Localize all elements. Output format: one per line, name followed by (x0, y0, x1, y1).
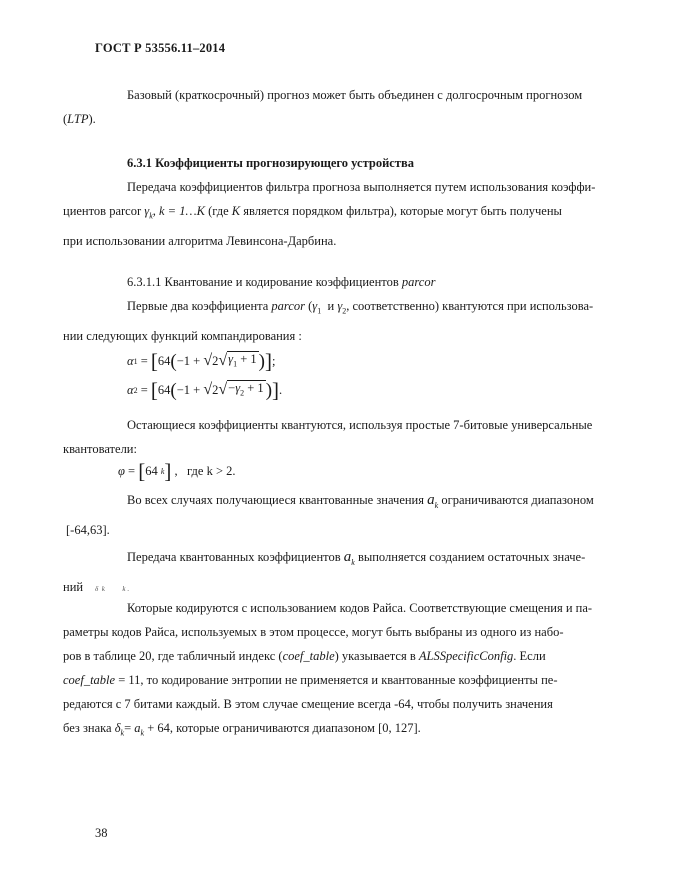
paragraph-text: Остающиеся коэффициенты квантуются, используя простые 7-битовые универсальные (127, 418, 593, 432)
formula-condition: где k > 2. (187, 463, 236, 478)
paragraph-range: Во всех случаях получающиеся квантованные значения $a_k$ ограничиваются диапазоном [-64,63]. (66, 492, 594, 537)
subsection-text: 6.3.1.1 Квантование и кодирование коэффициентов (127, 275, 402, 289)
paragraph-text: редаются с 7 битами каждый. В этом случае смещение всегда -64, чтобы получить значения (63, 697, 553, 711)
paragraph-text: ний (63, 580, 84, 594)
paragraph-text: ) указывается в (334, 649, 419, 663)
coef-table-term: coef_table (282, 649, 335, 663)
formula-tail: ; (271, 353, 276, 368)
paragraph-text: , (152, 204, 159, 218)
formula-const: 64 (157, 353, 171, 368)
paragraph-text: + 64, которые ограничиваются диапазоном [0, 127]. (144, 721, 421, 735)
paragraph-text: соответственно) квантуются при использова- (349, 299, 594, 313)
formula-tail: . (279, 382, 283, 397)
paragraph-text: нии следующих функций компандирования : (63, 328, 302, 343)
residual-formula-glyphs: δ k k . (94, 585, 129, 593)
page-number: 38 (95, 826, 108, 840)
paragraph-text: Которые кодируются с использованием кодов Райса. Соответствующие смещения и па- (127, 601, 593, 615)
formula-const: 64 (157, 382, 171, 397)
paragraph-text: квантователи: (63, 442, 137, 456)
section-title: 6.3.1 Коэффициенты прогнозирующего устройства (127, 156, 414, 170)
subsection-italic: parcor (401, 275, 436, 289)
formula-const: 64 (145, 463, 158, 478)
formula-alpha-2: α 2 = [ 64 ( −1 + √ 2 √ $-\gamma_2 + 1$ ) ] . (127, 377, 283, 402)
paragraph-rice-codes: Которые кодируются с использованием кодов Райса. Соответствующие смещения и па- раметры кодов Райса, используемых в этом процессе, могут быть выбраны из одного из набо- ров в таблице 20, где табличный индекс (coef_table) указывается в ALSSpecificConfig. Если coef_table = 11, то кодирование энтропии не применяется и квантованные коэффициенты пе- редаются с 7 битами каждый. В этом случае смещение всегда -64, чтобы получить значения без знака $\delta_k= a_k + 64$, которые ограничиваются диапазоном [0, 127]. (63, 601, 593, 738)
paragraph-text: (где (204, 204, 232, 218)
paragraph-text: раметры кодов Райса, используемых в этом процессе, могут быть выбраны из одного из набо- (63, 625, 564, 639)
paragraph-text: Базовый (краткосрочный) прогноз может быть объединен с долгосрочным прогнозом (127, 88, 583, 102)
paragraph-residuals: Передача квантованных коэффициентов $a_k$ выполняется созданием остаточных значе- ний δ k k . (63, 549, 586, 594)
formula-term: + 1 (240, 351, 257, 366)
paragraph-text: = 11, то кодирование энтропии не применяется и квантованные коэффициенты пе- (115, 673, 558, 687)
formula-term: −1 + (176, 382, 201, 397)
paragraph-text: Во всех случаях получающиеся квантованные значения (127, 493, 428, 507)
paragraph-first-two: Первые два коэффициента parcor ($\gamma_1$ и $\gamma_2$, соответственно) квантуются при использова- нии следующих функций компандирования : (63, 299, 594, 343)
paragraph-text: ограничиваются диапазоном (438, 493, 594, 507)
paragraph-text: циентов parcor (63, 204, 145, 218)
coef-table-term: coef_table (63, 673, 116, 687)
formula-term: + 1 (247, 380, 264, 395)
standard-header: ГОСТ Р 53556.11–2014 (95, 41, 226, 55)
paragraph-text: Передача коэффициентов фильтра прогноза выполняется путем использования коэффи- (127, 180, 596, 194)
formula-two: 2 (212, 382, 219, 397)
subsection-title (127, 275, 435, 290)
paragraph-text: Передача квантованных коэффициентов (127, 550, 344, 564)
ltp-abbr: LTP (67, 112, 89, 126)
formula-two: 2 (212, 353, 219, 368)
formula-alpha-1: α 1 = [ 64 ( −1 + √ 2 √ $\gamma_1 + 1$ ) ] ; (127, 348, 276, 373)
paragraph-text: = (124, 721, 135, 735)
filter-order-symbol: K (231, 204, 241, 218)
paragraph-coefficients: Передача коэффициентов фильтра прогноза выполняется путем использования коэффи- циентов parcor $\gamma_k$, k = 1…K (где K является порядком фильтра), которые могут быть получены при использовании алгоритма Левинсона-Дарбина. (63, 180, 596, 248)
paragraph-text: является порядком фильтра), которые могут быть получены (240, 204, 562, 218)
paragraph-text: без знака (63, 721, 115, 735)
formula-term: −1 + (176, 353, 201, 368)
k-range: k = 1…K (159, 204, 205, 218)
formula-quantizer: φ = [ 64 k ] , где k > 2. (118, 458, 236, 483)
range-text: [-64,63]. (66, 523, 110, 537)
paragraph-text: ров в таблице 20, где табличный индекс ( (63, 649, 283, 663)
als-config-term: ALSSpecificConfig (418, 649, 514, 663)
paragraph-text: Первые два коэффициента (127, 299, 272, 313)
paragraph-base-prediction: Базовый (краткосрочный) прогноз может быть объединен с долгосрочным прогнозом (LTP). (63, 88, 583, 126)
paragraph-text: . Если (513, 649, 546, 663)
paragraph-text: при использовании алгоритма Левинсона-Дарбина. (63, 233, 337, 248)
paragraph-remaining (63, 413, 632, 461)
paragraph-text: выполняется созданием остаточных значе- (354, 550, 586, 564)
